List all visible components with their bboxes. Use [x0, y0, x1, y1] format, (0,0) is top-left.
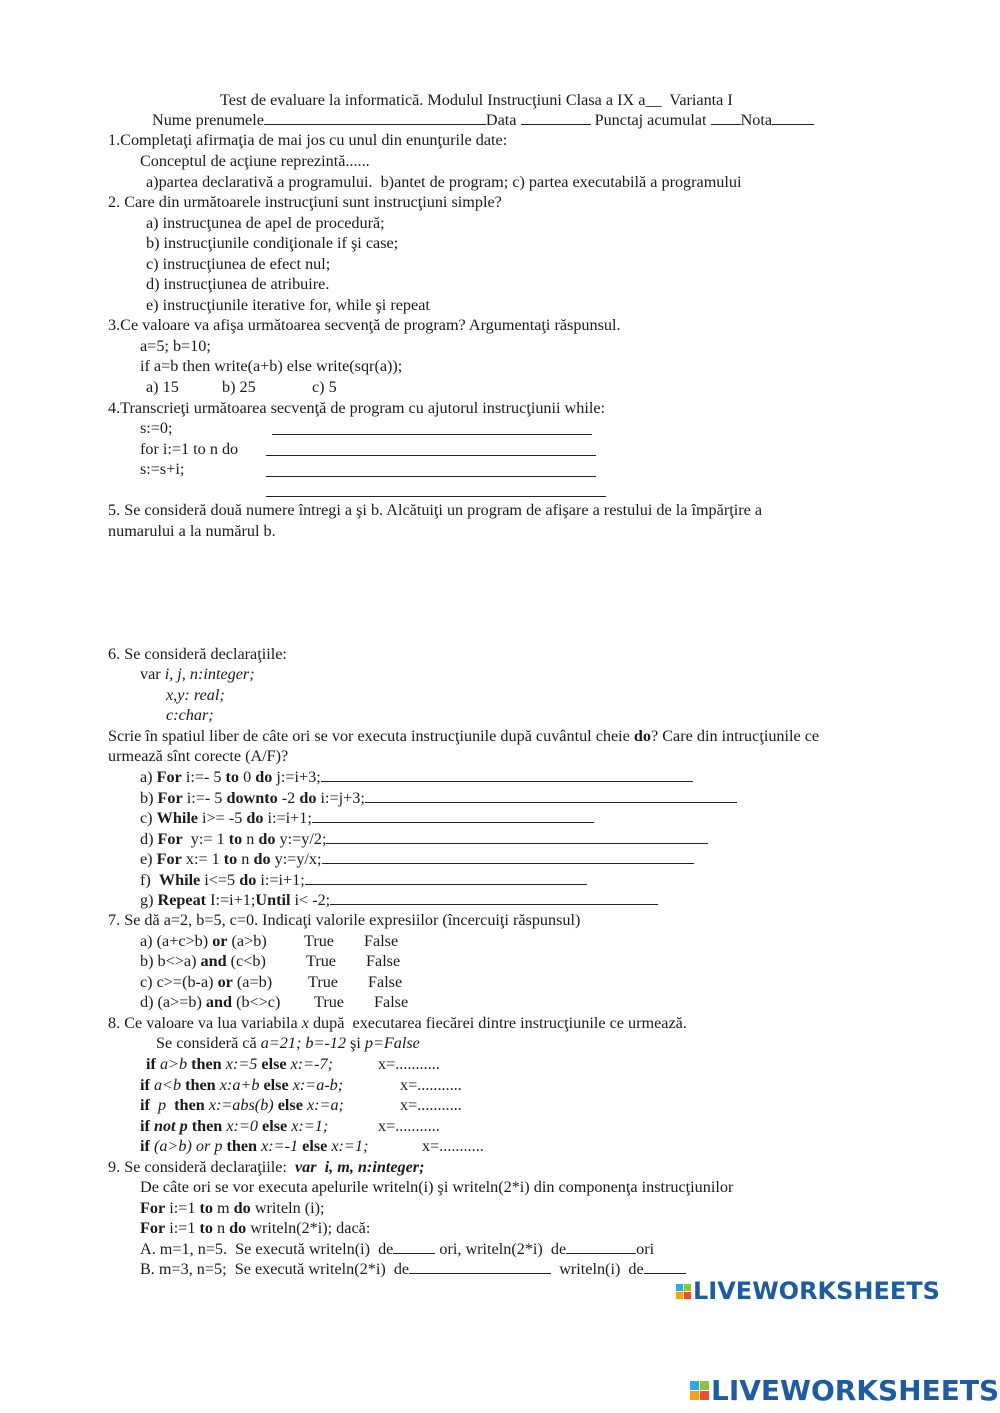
q7-false-b[interactable]: False — [366, 952, 401, 970]
q6-item-c: c) While i>= -5 do i:=i+1; — [140, 808, 594, 828]
q6-instr-text-a: Scrie în spatiul liber de câte ori se vor executa instrucţiunile după cuvântul cheie — [108, 727, 634, 745]
q7-expr-d: d) (a>=b) and (b<>c) — [140, 993, 281, 1011]
q6-decl-1 — [140, 664, 255, 684]
liveworksheets-logo-footer — [690, 1374, 999, 1407]
q4-answer-line-1[interactable] — [272, 434, 592, 435]
q6-item-a-blank[interactable] — [321, 767, 693, 782]
q6-item-g-blank[interactable] — [330, 890, 658, 905]
q4-code-2: for i:=1 to n do — [140, 440, 239, 458]
q7-expr-b: b) b<>a) and (c<b) — [140, 952, 266, 970]
q4-answer-line-2[interactable] — [266, 455, 596, 456]
liveworksheets-logo-text: LIVEWORKSHEETS — [693, 1277, 940, 1305]
q8-answer-5[interactable]: x=........... — [422, 1137, 484, 1155]
q9-for-2: For i:=1 to n do writeln(2*i); dacă: — [140, 1219, 371, 1237]
q7-false-d[interactable]: False — [374, 993, 409, 1011]
q4-answer-line-3[interactable] — [266, 476, 596, 477]
q3-code-1: a=5; b=10; — [140, 337, 211, 355]
grade-field[interactable] — [772, 110, 814, 125]
q6-item-b-blank[interactable] — [365, 788, 737, 803]
q6-item-b: b) For i:=- 5 downto -2 do i:=j+3; — [140, 788, 737, 808]
q6-item-g: g) Repeat I:=i+1;Until i< -2; — [140, 890, 658, 910]
q9-question: 9. Se consideră declaraţiile: var i, m, n:integer; — [108, 1158, 425, 1176]
q3-question: 3.Ce valoare va afişa următoarea secvenţă de program? Argumentaţi răspunsul. — [108, 316, 621, 334]
q4-code-1: s:=0; — [140, 419, 173, 437]
q2-question: 2. Care din următoarele instrucţiuni sunt instrucţiuni simple? — [108, 193, 502, 211]
header-fields-line — [152, 110, 814, 130]
q9-a-blank-1[interactable] — [393, 1239, 435, 1254]
q8-answer-3[interactable]: x=........... — [400, 1096, 462, 1114]
q7-true-c[interactable]: True — [308, 973, 338, 991]
q5-question-line-2: numarului a la numărul b. — [108, 522, 276, 540]
date-label: Data — [485, 111, 517, 129]
q4-answer-line-4[interactable] — [266, 496, 606, 497]
q8-question: 8. Ce valoare va lua variabila x după executarea fiecărei dintre instrucţiunile ce urmează. — [108, 1014, 687, 1032]
q8-line-1: if a>b then x:=5 else x:=-7; — [146, 1055, 333, 1073]
q7-expr-a: a) (a+c>b) or (a>b) — [140, 932, 267, 950]
liveworksheets-mark-icon — [676, 1284, 691, 1299]
q1-prompt: Conceptul de acţiune reprezintă...... — [140, 152, 370, 170]
q8-line-5: if (a>b) or p then x:=-1 else x:=1; — [140, 1137, 369, 1155]
liveworksheets-logo-text: LIVEWORKSHEETS — [711, 1374, 1000, 1407]
q6-decl-3: c:char; — [166, 706, 214, 724]
q9-intro: De câte ori se vor executa apelurile writeln(i) şi writeln(2*i) din componenţa instrucţiunilor — [140, 1178, 734, 1196]
date-field[interactable] — [521, 110, 591, 125]
decl-ijn: i, j, n:integer; — [164, 665, 255, 683]
q8-condition: Se consideră că a=21; b=-12 şi p=False — [156, 1034, 420, 1052]
q6-item-f: f) While i<=5 do i:=i+1; — [140, 870, 587, 890]
var-keyword: var — [140, 665, 161, 683]
liveworksheets-mark-icon — [690, 1381, 709, 1400]
q3-option-a: a) 15 — [146, 378, 179, 396]
q8-answer-4[interactable]: x=........... — [378, 1117, 440, 1135]
q3-option-b: b) 25 — [222, 378, 256, 396]
q2-option-e: e) instrucţiunile iterative for, while şi repeat — [146, 296, 430, 314]
q7-true-a[interactable]: True — [304, 932, 334, 950]
q2-option-a: a) instrucţunea de apel de procedură; — [146, 214, 385, 232]
q5-question-line-1: 5. Se consideră două numere întregi a şi b. Alcătuiţi un program de afişare a restului de la împărţire a — [108, 501, 763, 519]
q3-code-2: if a=b then write(a+b) else write(sqr(a)); — [140, 357, 403, 375]
q7-false-a[interactable]: False — [364, 932, 399, 950]
q6-instruction-1 — [108, 726, 819, 746]
q7-true-d[interactable]: True — [314, 993, 344, 1011]
name-label: Nume prenumele — [152, 111, 264, 129]
q6-decl-2: x,y: real; — [166, 686, 225, 704]
score-field[interactable] — [711, 110, 741, 125]
q6-item-a: a) For i:=- 5 to 0 do j:=i+3; — [140, 767, 693, 787]
q7-false-c[interactable]: False — [368, 973, 403, 991]
q9-b-blank-2[interactable] — [644, 1259, 686, 1274]
q7-question: 7. Se dă a=2, b=5, c=0. Indicaţi valorile expresiilor (încercuiţi răspunsul) — [108, 911, 581, 929]
q6-instr-text-b: ? Care din intrucţiunile ce — [651, 727, 820, 745]
test-title: Test de evaluare la informatică. Modulul Instrucţiuni Clasa a IX a__ Varianta I — [220, 91, 733, 109]
q4-code-3: s:=s+i; — [140, 460, 185, 478]
q6-question: 6. Se consideră declaraţiile: — [108, 645, 287, 663]
q6-instr-do: do — [633, 727, 652, 745]
q8-answer-2[interactable]: x=........... — [400, 1076, 462, 1094]
q8-answer-1[interactable]: x=........... — [378, 1055, 440, 1073]
score-label: Punctaj acumulat — [594, 111, 707, 129]
liveworksheets-logo-inline — [676, 1277, 940, 1305]
q6-item-f-blank[interactable] — [305, 870, 587, 885]
q9-a-blank-2[interactable] — [566, 1239, 636, 1254]
q7-true-b[interactable]: True — [306, 952, 336, 970]
q4-question: 4.Transcrieţi următoarea secvenţă de program cu ajutorul instrucţiunii while: — [108, 399, 606, 417]
q9-for-1: For i:=1 to m do writeln (i); — [140, 1199, 325, 1217]
q9-case-a: A. m=1, n=5. Se execută writeln(i) de ori, writeln(2*i) de ori — [140, 1240, 655, 1258]
q6-instruction-2: urmează sînt corecte (A/F)? — [108, 747, 289, 765]
q8-line-3: if p then x:=abs(b) else x:=a; — [140, 1096, 344, 1114]
q6-item-e: e) For x:= 1 to n do y:=y/x; — [140, 849, 694, 869]
q6-item-d-blank[interactable] — [326, 829, 708, 844]
q6-item-d: d) For y:= 1 to n do y:=y/2; — [140, 829, 708, 849]
q8-line-2: if a<b then x:a+b else x:=a-b; — [140, 1076, 344, 1094]
q7-expr-c: c) c>=(b-a) or (a=b) — [140, 973, 273, 991]
q8-line-4: if not p then x:=0 else x:=1; — [140, 1117, 329, 1135]
q9-case-b: B. m=3, n=5; Se execută writeln(2*i) de writeln(i) de — [140, 1259, 686, 1279]
q3-option-c: c) 5 — [312, 378, 337, 396]
q2-option-d: d) instrucţiunea de atribuire. — [146, 275, 330, 293]
q1-options: a)partea declarativă a programului. b)antet de program; c) partea executabilă a programului — [146, 173, 742, 191]
q2-option-c: c) instrucţiunea de efect nul; — [146, 255, 331, 273]
grade-label: Nota — [740, 111, 773, 129]
q6-item-c-blank[interactable] — [312, 808, 594, 823]
name-field[interactable] — [264, 110, 486, 125]
q9-b-blank-1[interactable] — [409, 1259, 551, 1274]
q1-question: 1.Completaţi afirmaţia de mai jos cu unul din enunţurile date: — [108, 131, 508, 149]
q2-option-b: b) instrucţiunile condiţionale if şi case; — [146, 234, 399, 252]
q6-item-e-blank[interactable] — [322, 849, 694, 864]
